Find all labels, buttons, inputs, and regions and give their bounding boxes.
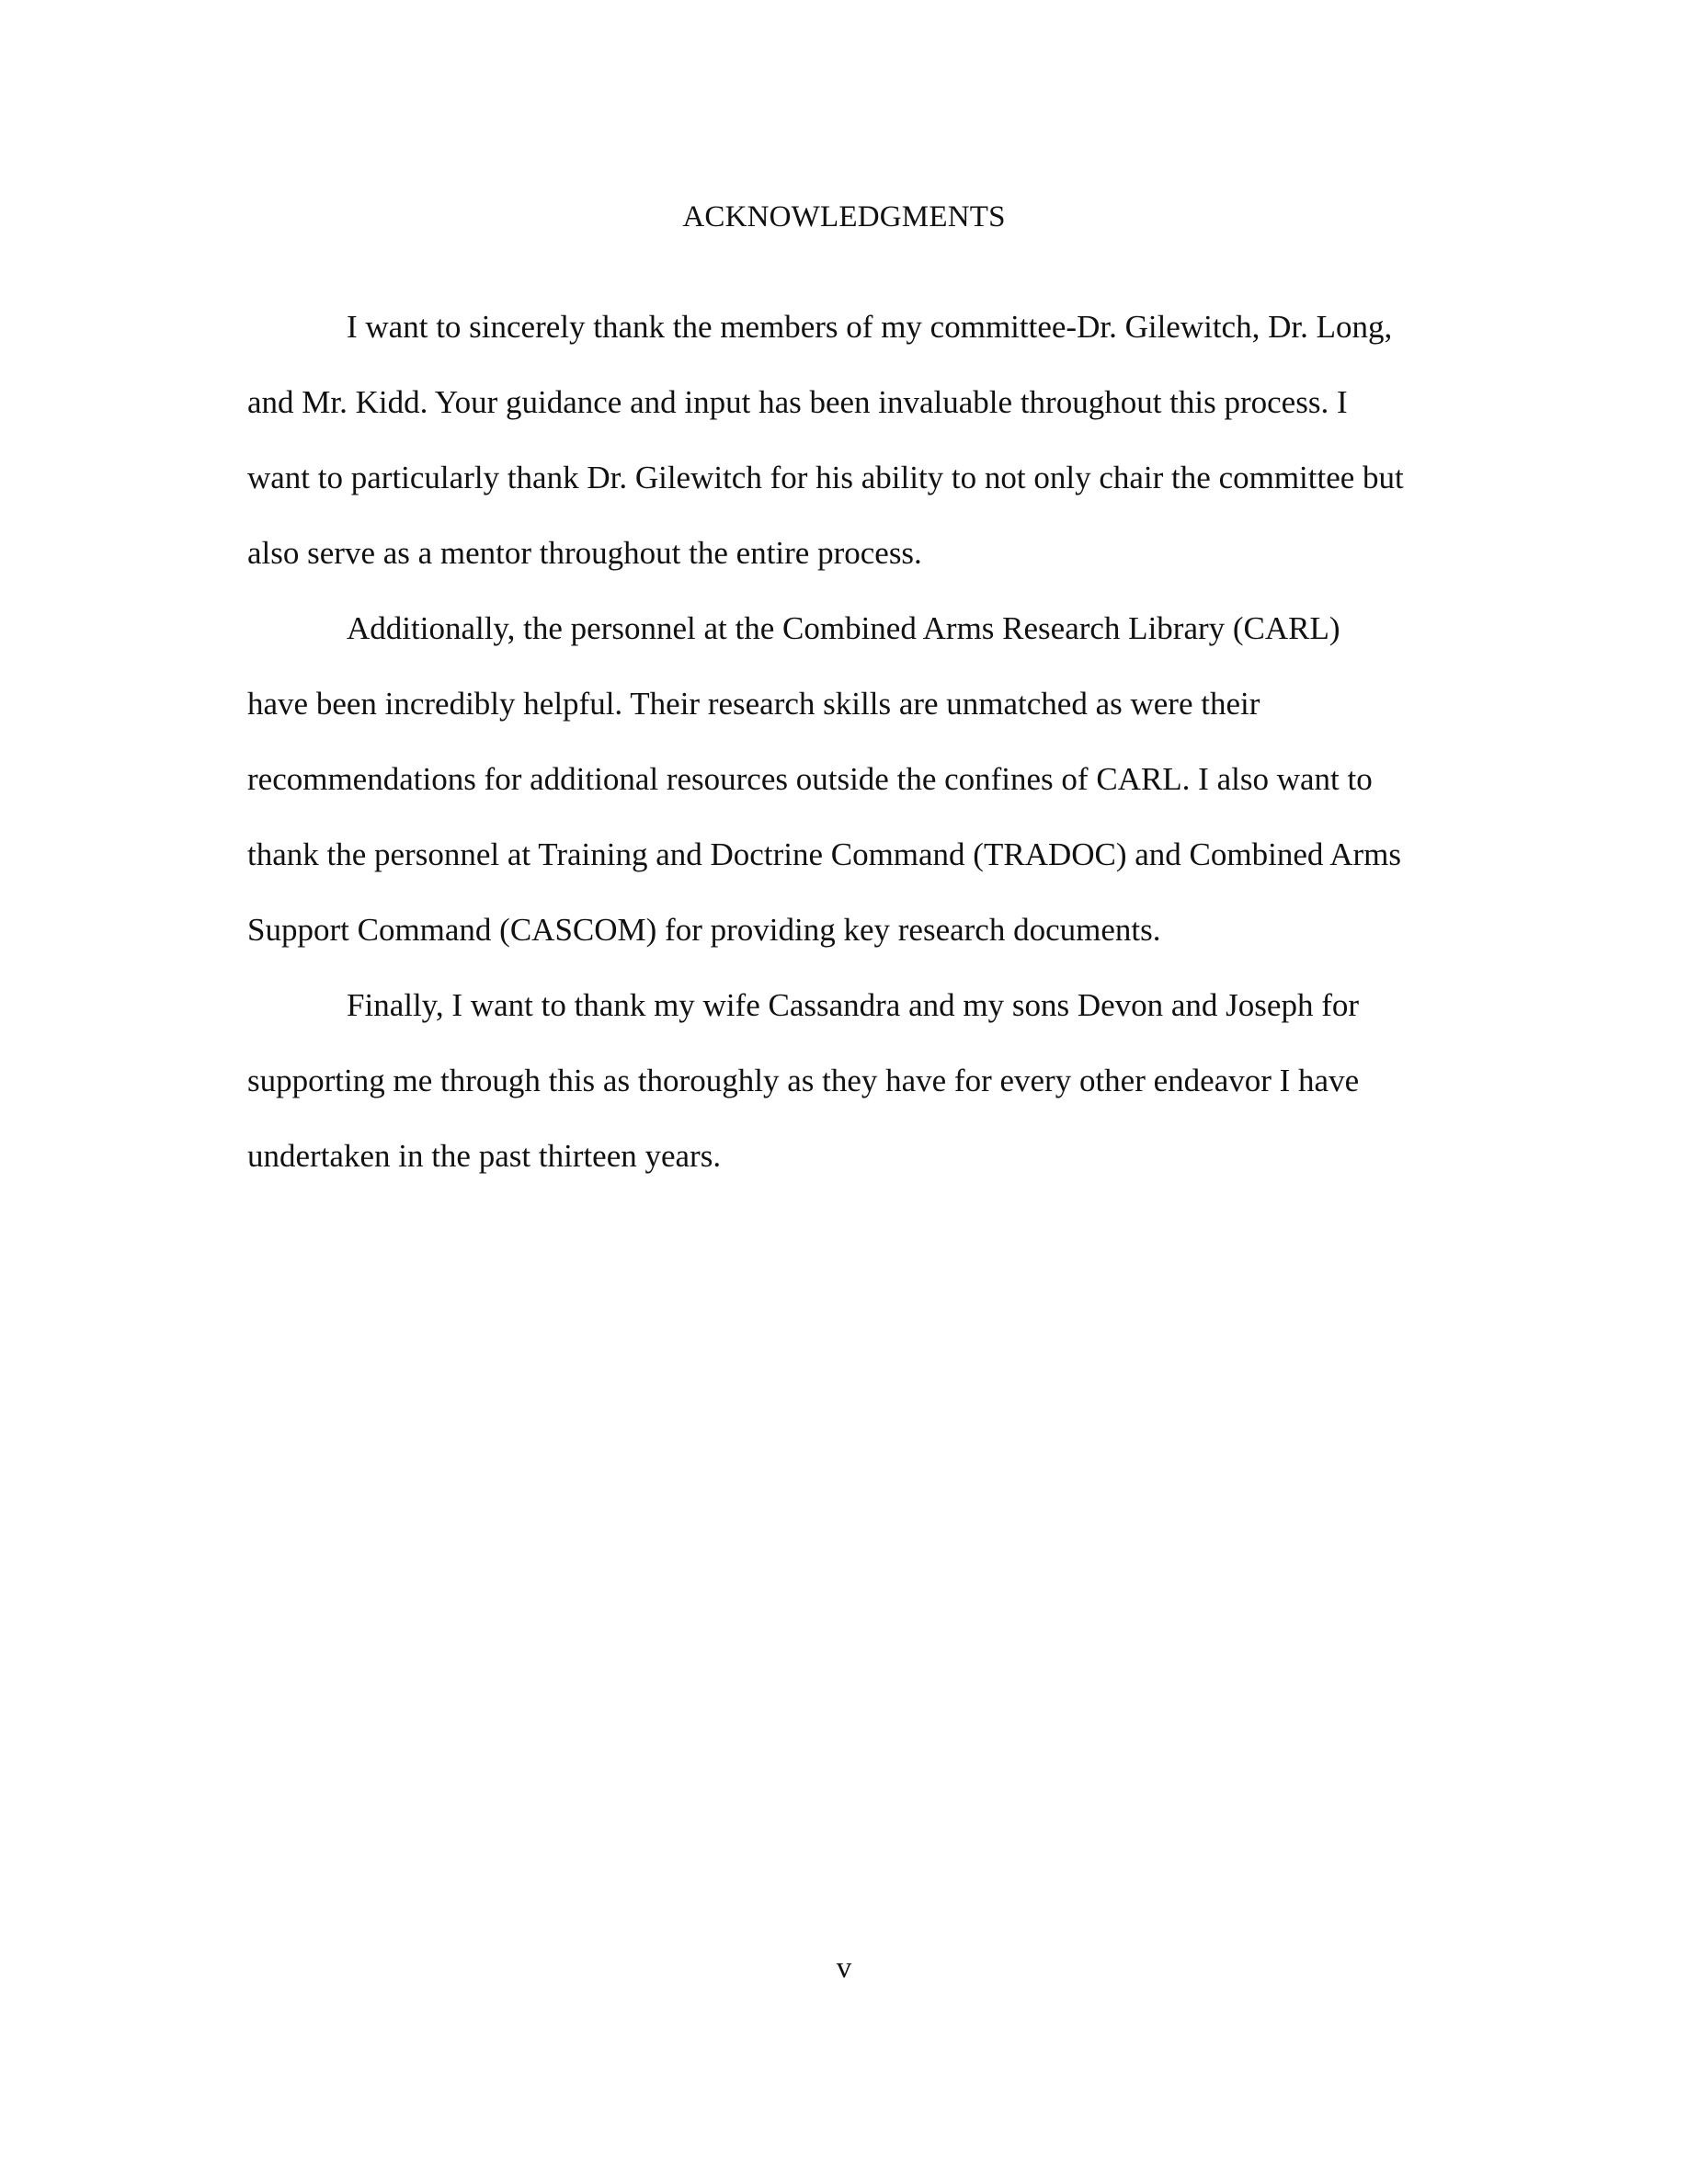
paragraph-line: want to particularly thank Dr. Gilewitch for his ability to not only chair the committee but <box>247 460 1404 495</box>
paragraph-line: recommendations for additional resources outside the confines of CARL. I also want to <box>247 761 1373 797</box>
paragraph-line: thank the personnel at Training and Doctrine Command (TRADOC) and Combined Arms <box>247 836 1401 872</box>
paragraph-line: Finally, I want to thank my wife Cassandra and my sons Devon and Joseph for <box>347 987 1360 1023</box>
page-title: ACKNOWLEDGMENTS <box>682 200 1006 233</box>
paragraph-line: also serve as a mentor throughout the entire process. <box>247 535 922 571</box>
page-number: v <box>836 1951 852 1985</box>
paragraph-line: I want to sincerely thank the members of my committee-Dr. Gilewitch, Dr. Long, <box>347 309 1393 345</box>
paragraph-line: undertaken in the past thirteen years. <box>247 1138 722 1174</box>
paragraph-line: supporting me through this as thoroughly as they have for every other endeavor I have <box>247 1063 1360 1098</box>
paragraph-line: Additionally, the personnel at the Combined Arms Research Library (CARL) <box>347 610 1340 646</box>
paragraph-line: and Mr. Kidd. Your guidance and input has been invaluable throughout this process. I <box>247 384 1348 420</box>
paragraph-line: Support Command (CASCOM) for providing key research documents. <box>247 912 1161 948</box>
paragraph-line: have been incredibly helpful. Their research skills are unmatched as were their <box>247 686 1260 722</box>
